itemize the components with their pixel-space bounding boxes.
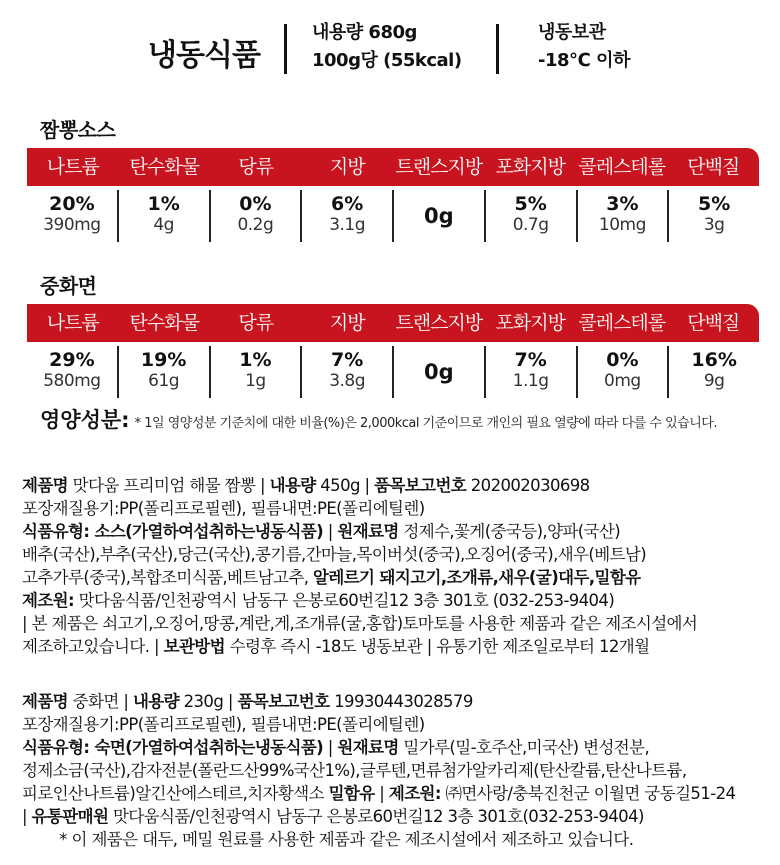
percent-value: 1%: [239, 349, 272, 371]
percent-value: 19%: [140, 349, 187, 371]
header-cell: 콜레스테롤: [578, 312, 666, 334]
noodle-nutrition-table: [27, 304, 759, 398]
value-cell: [209, 190, 301, 242]
trans-fat-value: 0g: [424, 360, 454, 384]
info-line: 포장재질용기:PP(폴리프로필렌), 필름내면:PE(폴리에틸렌): [22, 715, 425, 734]
noodle-product-info: [22, 690, 772, 851]
sauce-section-title: 짬뽕소스: [40, 118, 116, 142]
header-cell: 나트륨: [46, 156, 99, 178]
amount-value: 10mg: [598, 215, 646, 235]
amount-value: 3g: [703, 215, 725, 235]
info-line: 포장재질용기:PP(폴리프로필렌), 필름내면:PE(폴리에틸렌): [22, 499, 425, 518]
header-cell: 탄수화물: [129, 156, 199, 178]
product-category-title: 냉동식품: [148, 38, 260, 73]
amount-value: 3.8g: [329, 371, 366, 391]
percent-value: 0%: [239, 193, 272, 215]
header-cell: 포화지방: [495, 156, 565, 178]
info-line: 제조원: 맛다움식품/인천광역시 남동구 은봉로60번길12 3층 301호 (032-253-9404): [22, 591, 615, 610]
percent-value: 1%: [147, 193, 180, 215]
header-cell: 포화지방: [495, 312, 565, 334]
header-cell: 트랜스지방: [395, 312, 483, 334]
percent-value: 29%: [49, 349, 95, 371]
header-cell: 트랜스지방: [395, 156, 483, 178]
header-cell: 당류: [238, 312, 274, 334]
info-line: * 이 제품은 대두, 메밀 원료를 사용한 제품과 같은 제조시설에서 제조하고 있습니다.: [22, 830, 634, 849]
percent-value: 5%: [697, 193, 731, 215]
note-label: 영양성분:: [40, 408, 130, 432]
header-cell: 단백질: [687, 156, 740, 178]
percent-value: 3%: [606, 193, 639, 215]
trans-fat-value: 0g: [424, 204, 454, 228]
amount-value: 4g: [153, 215, 174, 235]
amount-value: 390mg: [43, 215, 101, 235]
sauce-nutrition-table: [27, 148, 759, 242]
info-line: 제품명 맛다움 프리미엄 해물 짬뽕 | 내용량 450g | 품목보고번호 202002030698: [22, 476, 590, 495]
table-header-row: [27, 148, 759, 186]
content-amount: 내용량 680g: [312, 22, 417, 43]
value-cell: [484, 346, 576, 398]
note-text: * 1일 영양성분 기준치에 대한 비율(%)은 2,000kcal 기준이므로 개인의 필요 열량에 따라 다를 수 있습니다.: [134, 416, 717, 431]
value-cell: [392, 190, 484, 242]
nutrition-note: [40, 404, 717, 434]
value-cell: [667, 346, 759, 398]
value-cell: [300, 190, 392, 242]
header-divider: [284, 24, 287, 74]
noodle-section-title: 중화면: [40, 274, 97, 298]
amount-value: 0.2g: [237, 215, 274, 235]
percent-value: 16%: [691, 349, 737, 371]
header-cell: 지방: [329, 312, 365, 334]
info-line: 식품유형: 숙면(가열하여섭취하는냉동식품) | 원재료명 밀가루(밀-호주산,미국산) 변성전분,: [22, 738, 650, 757]
storage-temperature: -18℃ 이하: [538, 50, 630, 71]
value-cell: [117, 346, 209, 398]
percent-value: 5%: [514, 193, 547, 215]
info-line: | 유통판매원 맛다움식품/인천광역시 남동구 은봉로60번길12 3층 301호(032-253-9404): [22, 807, 644, 826]
sauce-product-info: [22, 474, 772, 658]
percent-value: 7%: [330, 349, 364, 371]
header-cell: 탄수화물: [129, 312, 199, 334]
value-cell: [392, 346, 484, 398]
info-line: 고추가루(중국),복합조미식품,베트남고추, 알레르기 돼지고기,조개류,새우(굴)대두,밀함유: [22, 568, 641, 587]
percent-value: 0%: [606, 349, 639, 371]
value-cell: [209, 346, 301, 398]
percent-value: 7%: [514, 349, 547, 371]
value-cell: [667, 190, 759, 242]
amount-value: 1g: [245, 371, 266, 391]
header-cell: 당류: [238, 156, 274, 178]
header-cell: 나트륨: [46, 312, 99, 334]
header-cell: 지방: [329, 156, 365, 178]
amount-value: 61g: [148, 371, 180, 391]
amount-value: 0mg: [604, 371, 641, 391]
storage-type: 냉동보관: [538, 22, 606, 43]
value-cell: [576, 190, 668, 242]
info-line: 제조하고있습니다. | 보관방법 수령후 즉시 -18도 냉동보관 | 유통기한 제조일로부터 12개월: [22, 637, 650, 656]
amount-value: 9g: [703, 371, 725, 391]
header-divider: [496, 24, 499, 74]
value-cell: [27, 346, 117, 398]
info-line: 정제소금(국산),감자전분(폴란드산99%국산1%),글루텐,면류첨가알카리제(탄산칼륨,탄산나트륨,: [22, 761, 687, 780]
value-cell: [576, 346, 668, 398]
info-line: 배추(국산),부추(국산),당근(국산),콩기름,간마늘,목이버섯(중국),오징어(중국),새우(베트남): [22, 545, 647, 564]
calories-per-100g: 100g당 (55kcal): [312, 50, 462, 71]
percent-value: 6%: [330, 193, 364, 215]
value-cell: [300, 346, 392, 398]
info-line: | 본 제품은 쇠고기,오징어,땅콩,계란,게,조개류(굴,홍합)토마토를 사용한 제품과 같은 제조시설에서: [22, 614, 698, 633]
value-cell: [117, 190, 209, 242]
percent-value: 20%: [49, 193, 95, 215]
value-cell: [27, 190, 117, 242]
amount-value: 0.7g: [512, 215, 549, 235]
info-line: 제품명 중화면 | 내용량 230g | 품목보고번호 19930443028579: [22, 692, 473, 711]
value-cell: [484, 190, 576, 242]
table-header-row: [27, 304, 759, 342]
table-value-row: [27, 190, 759, 242]
info-line: 식품유형: 소스(가열하여섭취하는냉동식품) | 원재료명 정제수,꽃게(중국등),양파(국산): [22, 522, 621, 541]
header-cell: 단백질: [687, 312, 740, 334]
info-line: 피로인산나트륨)알긴산에스테르,치자황색소 밀함유 | 제조원: ㈜면사랑/충북진천군 이월면 궁동길51-24: [22, 784, 736, 803]
amount-value: 1.1g: [512, 371, 549, 391]
table-value-row: [27, 346, 759, 398]
header-cell: 콜레스테롤: [578, 156, 666, 178]
amount-value: 3.1g: [329, 215, 366, 235]
amount-value: 580mg: [43, 371, 101, 391]
